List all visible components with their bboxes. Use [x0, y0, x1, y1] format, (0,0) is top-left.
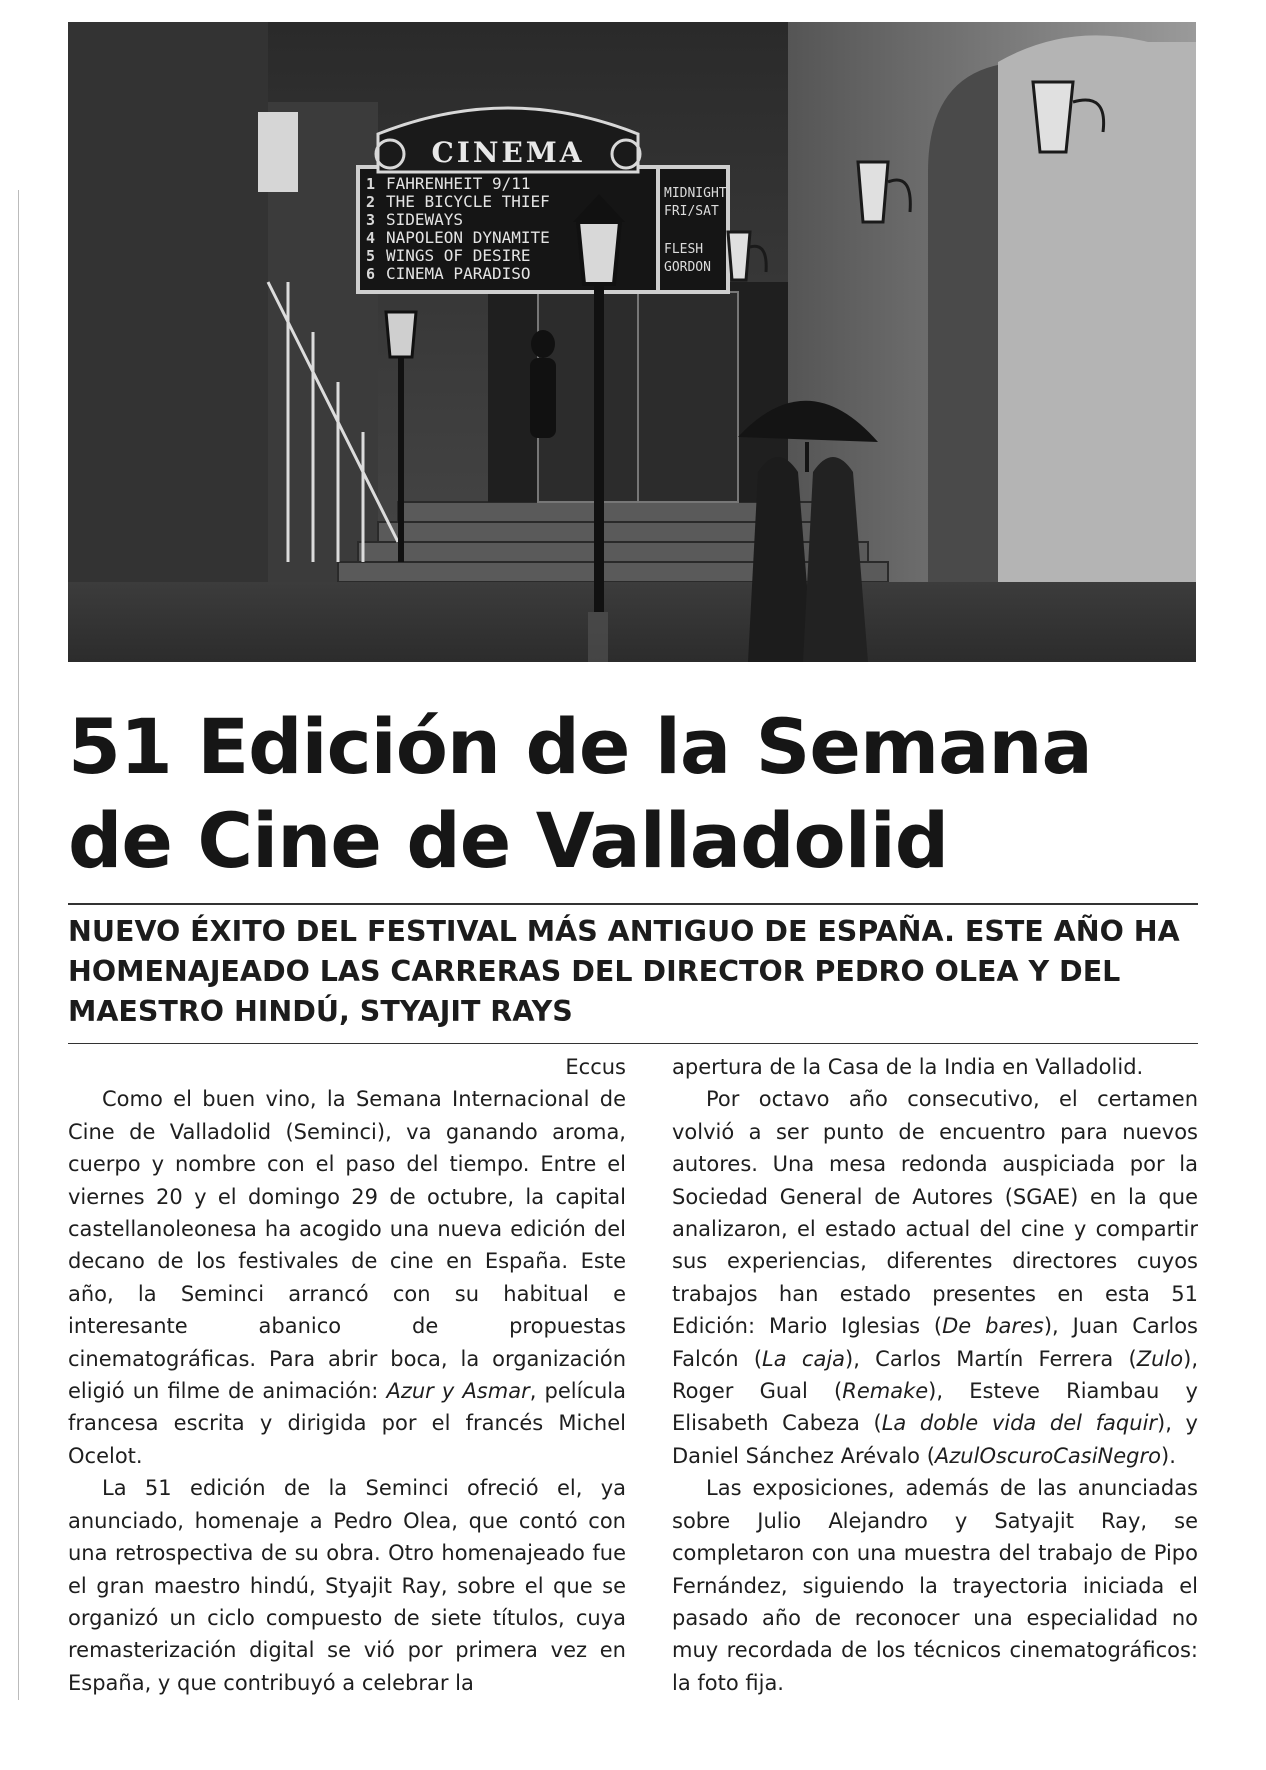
- film-title: La doble vida del faquir: [881, 1411, 1158, 1436]
- marquee-num: 6: [366, 265, 376, 283]
- paragraph-2-continued: apertura de la Casa de la India en Valladolid.: [672, 1055, 1144, 1079]
- film-title: Remake: [842, 1379, 929, 1404]
- margin-rule: [18, 190, 19, 1700]
- article-column-right: [672, 1051, 1198, 1699]
- headline-line-2: de Cine de Valladolid: [68, 796, 949, 885]
- paragraph-text: Como el buen vino, la Semana Internacional de Cine de Valladolid (Seminci), va ganando aroma, cuerpo y nombre con el paso del tiempo. Entre el viernes 20 y el domingo 29 de octubre, la capital castellanoleonesa ha acogido una nueva edición del decano de los festivales de cine en España. Este año, la Seminci arrancó con su habitual e interesante abanico de propuestas cinematográficas. Para abrir boca, la organización eligió un filme de animación:: [68, 1087, 626, 1404]
- marquee-title: CINEMA PARADISO: [386, 264, 531, 283]
- marquee-title: FAHRENHEIT 9/11: [386, 174, 531, 193]
- paragraph-text: ).: [1161, 1443, 1176, 1468]
- cinema-illustration: [68, 22, 1196, 662]
- marquee-num: 3: [366, 211, 376, 229]
- headline: [68, 700, 1208, 888]
- paragraph-text: ), Esteve Riambau y Elisabeth Cabeza (: [672, 1379, 1198, 1436]
- marquee-right-line: GORDON: [664, 260, 711, 275]
- marquee-title: THE BICYCLE THIEF: [386, 192, 550, 211]
- paragraph-2: La 51 edición de la Seminci ofreció el, ya anunciado, homenaje a Pedro Olea, que contó con una retrospectiva de su obra. Otro homenajeado fue el gran maestro hindú, Styajit Ray, sobre el que se organizó un ciclo compuesto de siete títulos, cuya remasterización digital se vió por primera vez en España, y que contribuyó a celebrar la: [68, 1476, 626, 1695]
- marquee-titles: [386, 174, 550, 283]
- paragraph-3: [672, 1083, 1198, 1472]
- marquee-numbers: [366, 175, 375, 283]
- paragraph-text: ), Juan Carlos Falcón (: [672, 1314, 1198, 1371]
- paragraph-text: ), Carlos Martín Ferrera (: [845, 1346, 1137, 1371]
- headline-line-1: 51 Edición de la Semana: [68, 702, 1092, 791]
- divider-bottom: [68, 1043, 1198, 1044]
- marquee-num: 2: [366, 193, 376, 211]
- film-title: Azur y Asmar: [386, 1379, 530, 1404]
- marquee-title: SIDEWAYS: [386, 210, 464, 229]
- paragraph-text: ), y Daniel Sánchez Arévalo (: [672, 1411, 1198, 1468]
- paragraph-1: [68, 1083, 626, 1472]
- marquee-num: 4: [366, 229, 376, 247]
- film-title: La caja: [762, 1346, 846, 1371]
- marquee-title: WINGS OF DESIRE: [386, 246, 531, 265]
- marquee-num: 5: [366, 247, 376, 265]
- marquee-right-line: FLESH: [664, 242, 704, 257]
- cinema-sign: CINEMA: [431, 136, 585, 169]
- marquee-num: 1: [366, 175, 376, 193]
- marquee-right-line: FRI/SAT: [664, 204, 719, 219]
- paragraph-text: Por octavo año consecutivo, el certamen volvió a ser punto de encuentro para nuevos autores. Una mesa redonda auspiciada por la Sociedad General de Autores (SGAE) en la que analizaron, el estado actual del cine y compartir sus experiencias, diferentes directores cuyos trabajos han estado presentes en esta 51 Edición: Mario Iglesias (: [672, 1087, 1198, 1339]
- film-title: De bares: [942, 1314, 1044, 1339]
- paragraph-4: Las exposiciones, además de las anunciadas sobre Julio Alejandro y Satyajit Ray, se completaron con una muestra del trabajo de Pipo Fernández, siguiendo la trayectoria iniciada el pasado año de reconocer una especialidad no muy recordada de los técnicos cinematográficos: la foto fija.: [672, 1476, 1198, 1695]
- divider-top: [68, 903, 1198, 905]
- byline: Eccus: [565, 1055, 626, 1079]
- film-title: Zulo: [1136, 1346, 1184, 1371]
- paragraph-text: , película francesa escrita y dirigida por el francés Michel Ocelot.: [68, 1379, 626, 1468]
- paragraph-text: ), Roger Gual (: [672, 1346, 1198, 1404]
- subheadline: NUEVO ÉXITO DEL FESTIVAL MÁS ANTIGUO DE ESPAÑA. ESTE AÑO HA HOMENAJEADO LAS CARRERAS DEL DIRECTOR PEDRO OLEA Y DEL MAESTRO HINDÚ, STYAJIT RAYS: [68, 915, 1180, 1028]
- marquee-title: NAPOLEON DYNAMITE: [386, 228, 550, 247]
- marquee-right-line: MIDNIGHT: [664, 186, 727, 201]
- article-column-left: [68, 1051, 626, 1699]
- film-title: AzulOscuroCasiNegro: [934, 1443, 1161, 1468]
